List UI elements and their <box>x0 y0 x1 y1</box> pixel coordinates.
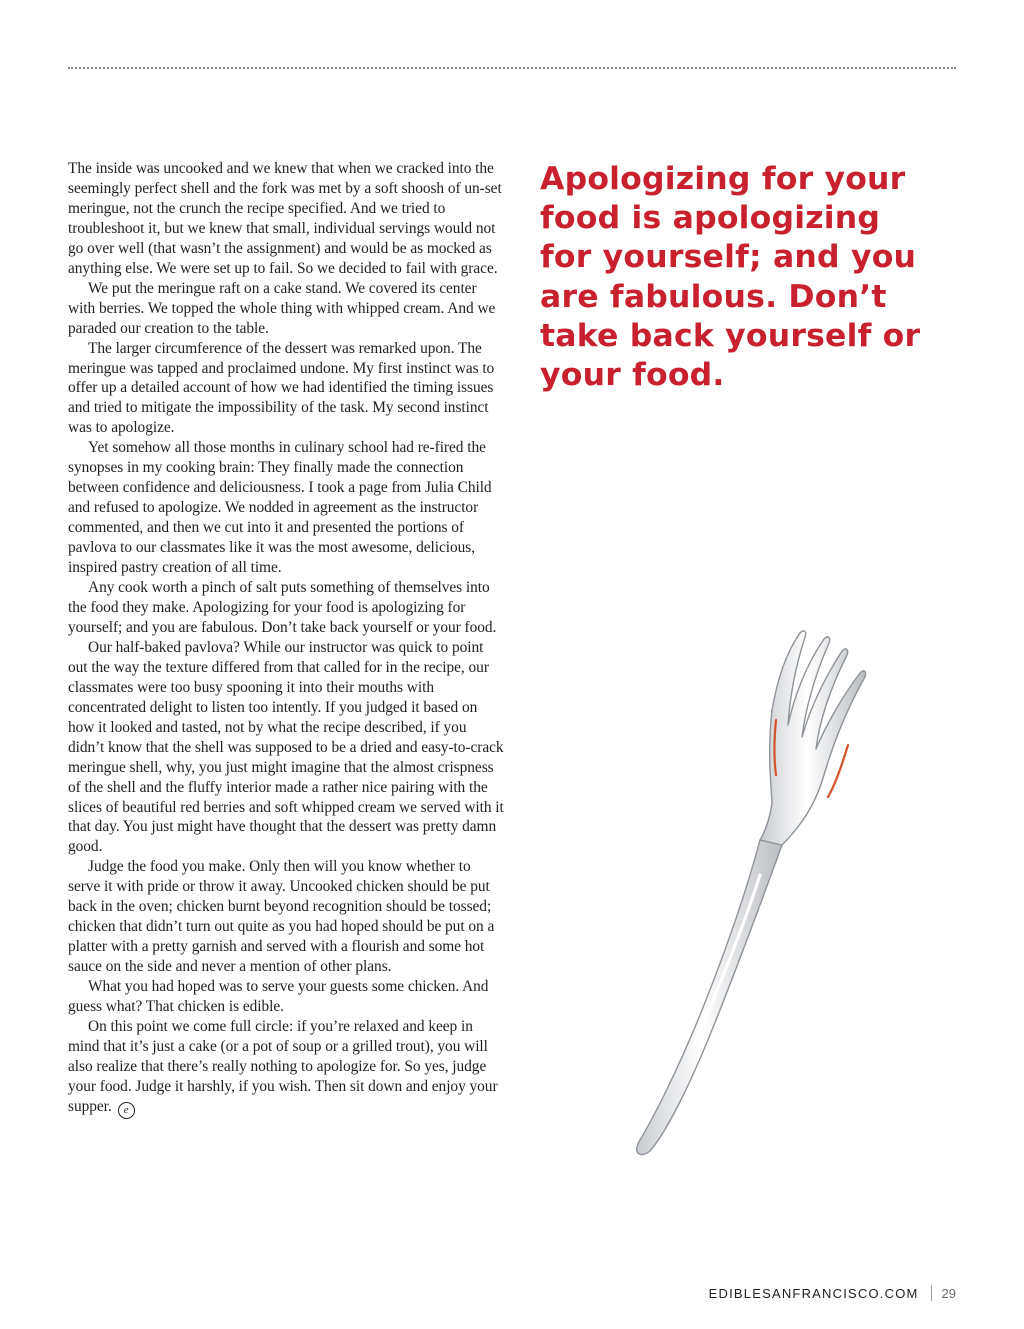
fork-icon <box>610 625 890 1160</box>
fork-drawing <box>637 631 866 1155</box>
paragraph: Judge the food you make. Only then will you know whether to serve it with pride or throw it away. Uncooked chicken should be put back in the oven; chicken burnt beyond recognition should be tossed; chicken that didn’t turn out quite as you had hoped should be put on a platter with a pretty garnish and served with a flourish and some hot sauce on the side and never a mention of other plans. <box>68 858 495 976</box>
paragraph-last-text: On this point we come full circle: if you’re relaxed and keep in mind that it’s just a cake (or a pot of soup or a grilled trout), you will also realize that there’s really nothing to apologize for. So yes, judge your food. Judge it harshly, if you wish. Then sit down and enjoy your supper. <box>68 1017 498 1115</box>
article-body <box>68 159 504 1119</box>
paragraph: The larger circumference of the dessert was remarked upon. The meringue was tapped and proclaimed undone. My first instinct was to offer up a detailed account of how we had identified the timing issues and tried to mitigate the impossibility of the task. My second instinct was to apologize. <box>68 339 495 437</box>
footer-site: EDIBLESANFRANCISCO.COM <box>708 1285 919 1301</box>
paragraph: We put the meringue raft on a cake stand. We covered its center with berries. We topped the whole thing with whipped cream. And we paraded our creation to the table. <box>68 279 496 337</box>
end-mark-icon: e <box>118 1102 135 1119</box>
paragraph: Our half-baked pavlova? While our instructor was quick to point out the way the texture differed from that called for in the recipe, our classmates were too busy spooning it into their mouths with concentrated delight to listen too intently. If you judged it based on how it looked and tasted, not by what the recipe described, if you didn’t know that the shell was supposed to be a dried and easy-to-crack meringue shell, why, you just might imagine that the almost crispness of the shell and the fluffy interior made a rather nice pairing with the slices of beautiful red berries and soft whipped cream we served with it that day. You just might have thought that the dessert was pretty damn good. <box>68 638 504 856</box>
paragraph-last <box>68 1017 504 1119</box>
paragraph: Any cook worth a pinch of salt puts something of themselves into the food they make. Apologizing for your food is apologizing for yourself; and you are fabulous. Don’t take back yourself or your food. <box>68 579 497 636</box>
paragraph: Yet somehow all those months in culinary school had re-fired the synopses in my cooking brain: They finally made the connection between confidence and deliciousness. I took a page from Julia Child and refused to apologize. We nodded in agreement as the instructor commented, and then we cut into it and presented the portions of pavlova to our classmates like it was the most awesome, delicious, inspired pastry creation of all time. <box>68 439 492 577</box>
footer-divider <box>931 1285 932 1301</box>
top-dotted-rule <box>68 67 956 69</box>
page-number: 29 <box>941 1285 956 1301</box>
pull-quote: Apologizing for your food is apologizing for yourself; and you are fabulous. Don’t take back yourself or your food. <box>540 161 921 394</box>
paragraph: What you had hoped was to serve your guests some chicken. And guess what? That chicken is edible. <box>68 978 489 1016</box>
paragraph: The inside was uncooked and we knew that when we cracked into the seemingly perfect shell and the fork was met by a soft shoosh of un-set meringue, not the crunch the recipe specified. And we tried to troubleshoot it, but we knew that small, individual servings would not go over well (that wasn’t the assignment) and would be as mocked as anything else. We were set up to fail. So we decided to fail with grace. <box>68 160 502 277</box>
page-footer <box>709 1284 956 1302</box>
